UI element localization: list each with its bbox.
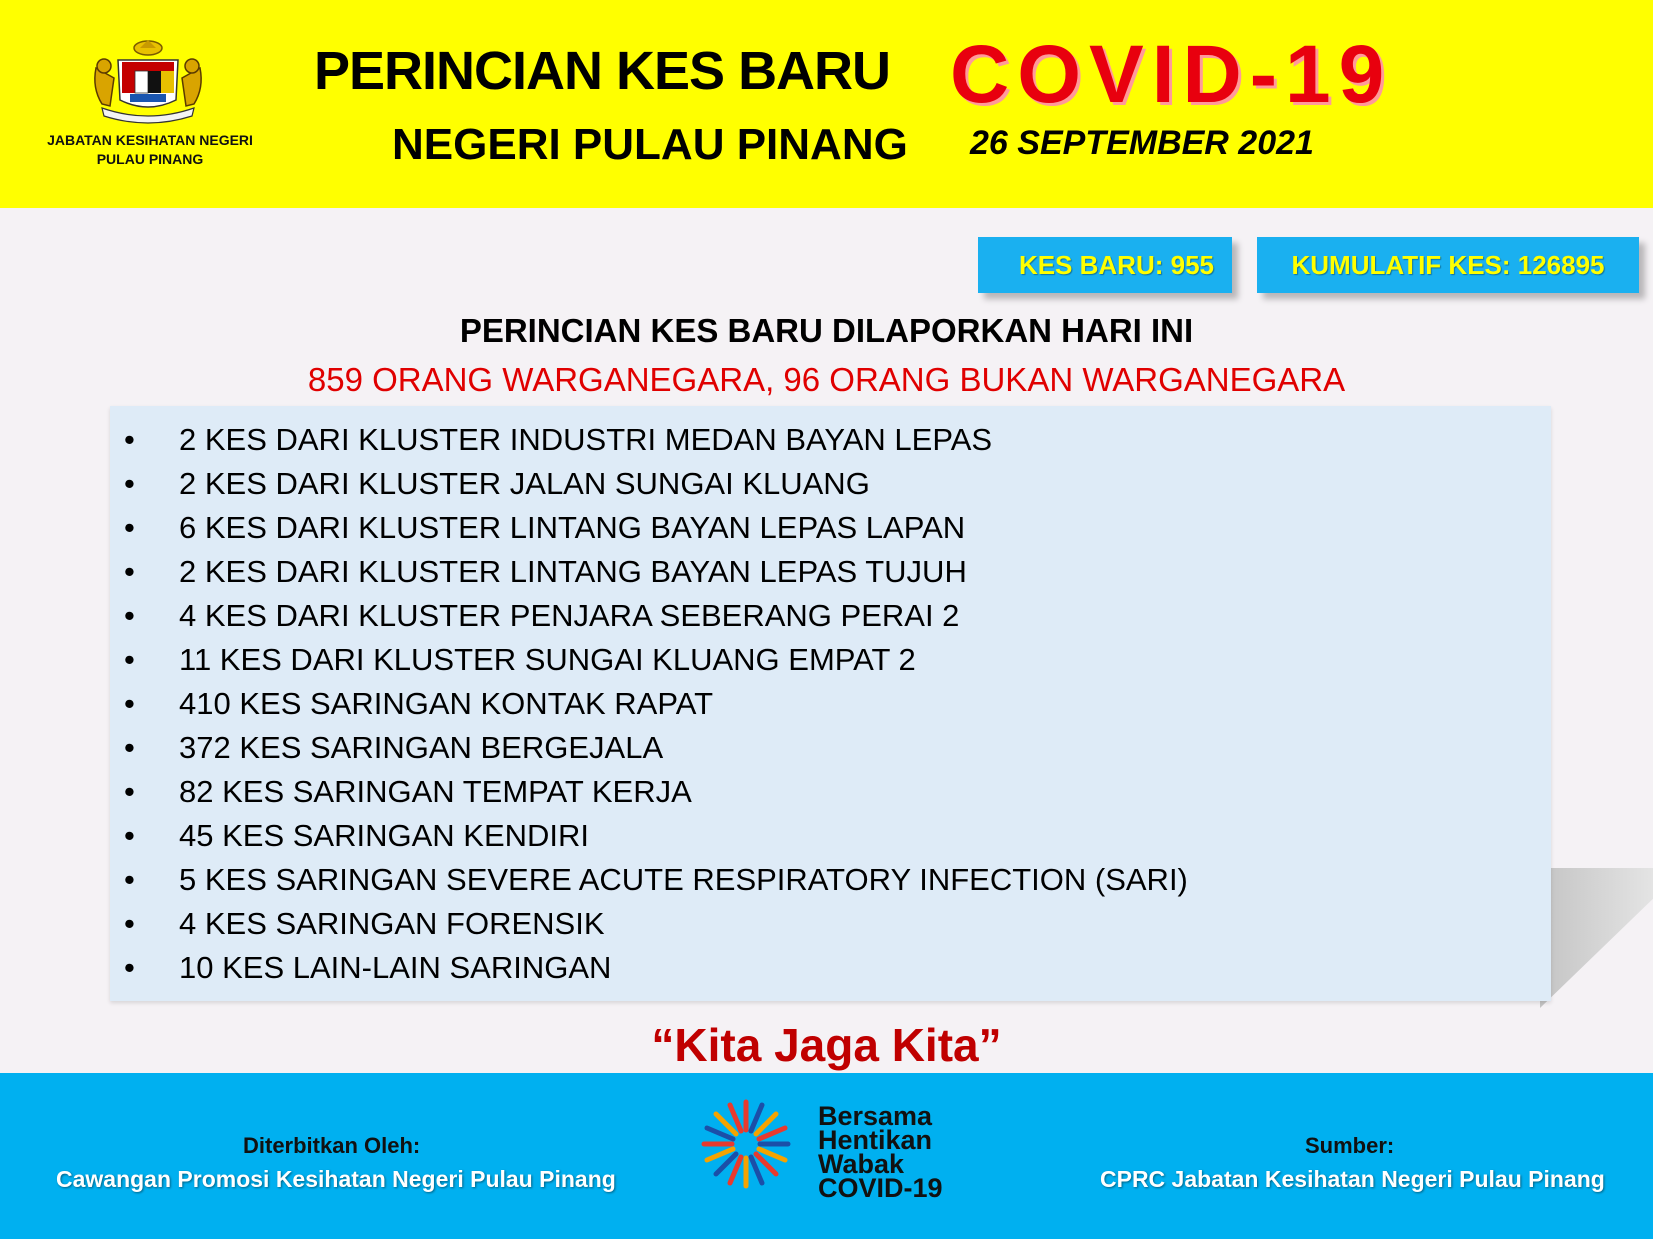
list-item [110,462,1551,506]
campaign-line-4: COVID-19 [818,1173,943,1203]
bullet-icon: • [124,862,135,897]
bullet-icon: • [124,774,135,809]
list-item-text: 4 KES DARI KLUSTER PENJARA SEBERANG PERAI 2 [179,598,960,633]
list-item [110,770,1551,814]
covid-title: COVID-19 [950,29,1393,120]
list-item-text: 410 KES SARINGAN KONTAK RAPAT [179,686,714,721]
case-breakdown-list [110,406,1551,990]
campaign-line-1: Bersama [818,1101,933,1131]
list-item [110,418,1551,462]
list-item-text: 2 KES DARI KLUSTER INDUSTRI MEDAN BAYAN LEPAS [179,422,993,457]
list-item-text: 6 KES DARI KLUSTER LINTANG BAYAN LEPAS LAPAN [179,510,966,545]
list-item-text: 11 KES DARI KLUSTER SUNGAI KLUANG EMPAT 2 [179,642,916,677]
page-title: PERINCIAN KES BARU [314,41,891,101]
bullet-icon: • [124,906,135,941]
source-name: CPRC Jabatan Kesihatan Negeri Pulau Pinang [1100,1166,1605,1192]
campaign-line-2: Hentikan [818,1125,933,1155]
list-item-text: 5 KES SARINGAN SEVERE ACUTE RESPIRATORY INFECTION (SARI) [179,862,1188,897]
list-item [110,638,1551,682]
bullet-icon: • [124,818,135,853]
bullet-icon: • [124,950,135,985]
list-item-text: 45 KES SARINGAN KENDIRI [179,818,590,853]
state-name: NEGERI PULAU PINANG [392,120,908,169]
details-heading: PERINCIAN KES BARU DILAPORKAN HARI INI [459,312,1194,349]
list-item [110,902,1551,946]
slogan: “Kita Jaga Kita” [651,1019,1002,1071]
list-item [110,682,1551,726]
list-item [110,946,1551,990]
campaign-burst-logo-icon [700,1098,792,1190]
bullet-icon: • [124,686,135,721]
department-name [20,131,280,169]
report-date: 26 SEPTEMBER 2021 [970,124,1314,162]
list-item [110,814,1551,858]
list-item [110,858,1551,902]
list-item-text: 10 KES LAIN-LAIN SARINGAN [179,950,612,985]
department-line-1: JABATAN KESIHATAN NEGERI [47,132,253,148]
list-item [110,550,1551,594]
citizenship-breakdown: 859 ORANG WARGANEGARA, 96 ORANG BUKAN WARGANEGARA [307,361,1346,398]
list-item [110,726,1551,770]
department-line-2: PULAU PINANG [96,151,204,167]
bullet-icon: • [124,510,135,545]
list-item-text: 82 KES SARINGAN TEMPAT KERJA [179,774,692,809]
case-breakdown-panel [110,406,1551,1001]
bullet-icon: • [124,730,135,765]
campaign-tagline [818,1101,943,1203]
header-banner [0,0,1653,208]
bullet-icon: • [124,642,135,677]
bullet-icon: • [124,598,135,633]
list-shadow [1540,868,1653,1008]
new-cases-badge: KES BARU: 955 [978,237,1232,293]
bullet-icon: • [124,422,135,457]
list-item [110,506,1551,550]
publisher-name: Cawangan Promosi Kesihatan Negeri Pulau Pinang [56,1166,616,1192]
campaign-line-3: Wabak [818,1149,905,1179]
list-item [110,594,1551,638]
published-by-label: Diterbitkan Oleh: [243,1133,421,1158]
bullet-icon: • [124,466,135,501]
source-label: Sumber: [1305,1133,1395,1158]
list-item-text: 2 KES DARI KLUSTER LINTANG BAYAN LEPAS TUJUH [179,554,967,589]
bullet-icon: • [124,554,135,589]
malaysia-coat-of-arms-icon [88,38,208,126]
list-item-text: 2 KES DARI KLUSTER JALAN SUNGAI KLUANG [179,466,870,501]
list-item-text: 372 KES SARINGAN BERGEJALA [179,730,664,765]
list-item-text: 4 KES SARINGAN FORENSIK [179,906,605,941]
cumulative-cases-badge: KUMULATIF KES: 126895 [1257,237,1639,293]
